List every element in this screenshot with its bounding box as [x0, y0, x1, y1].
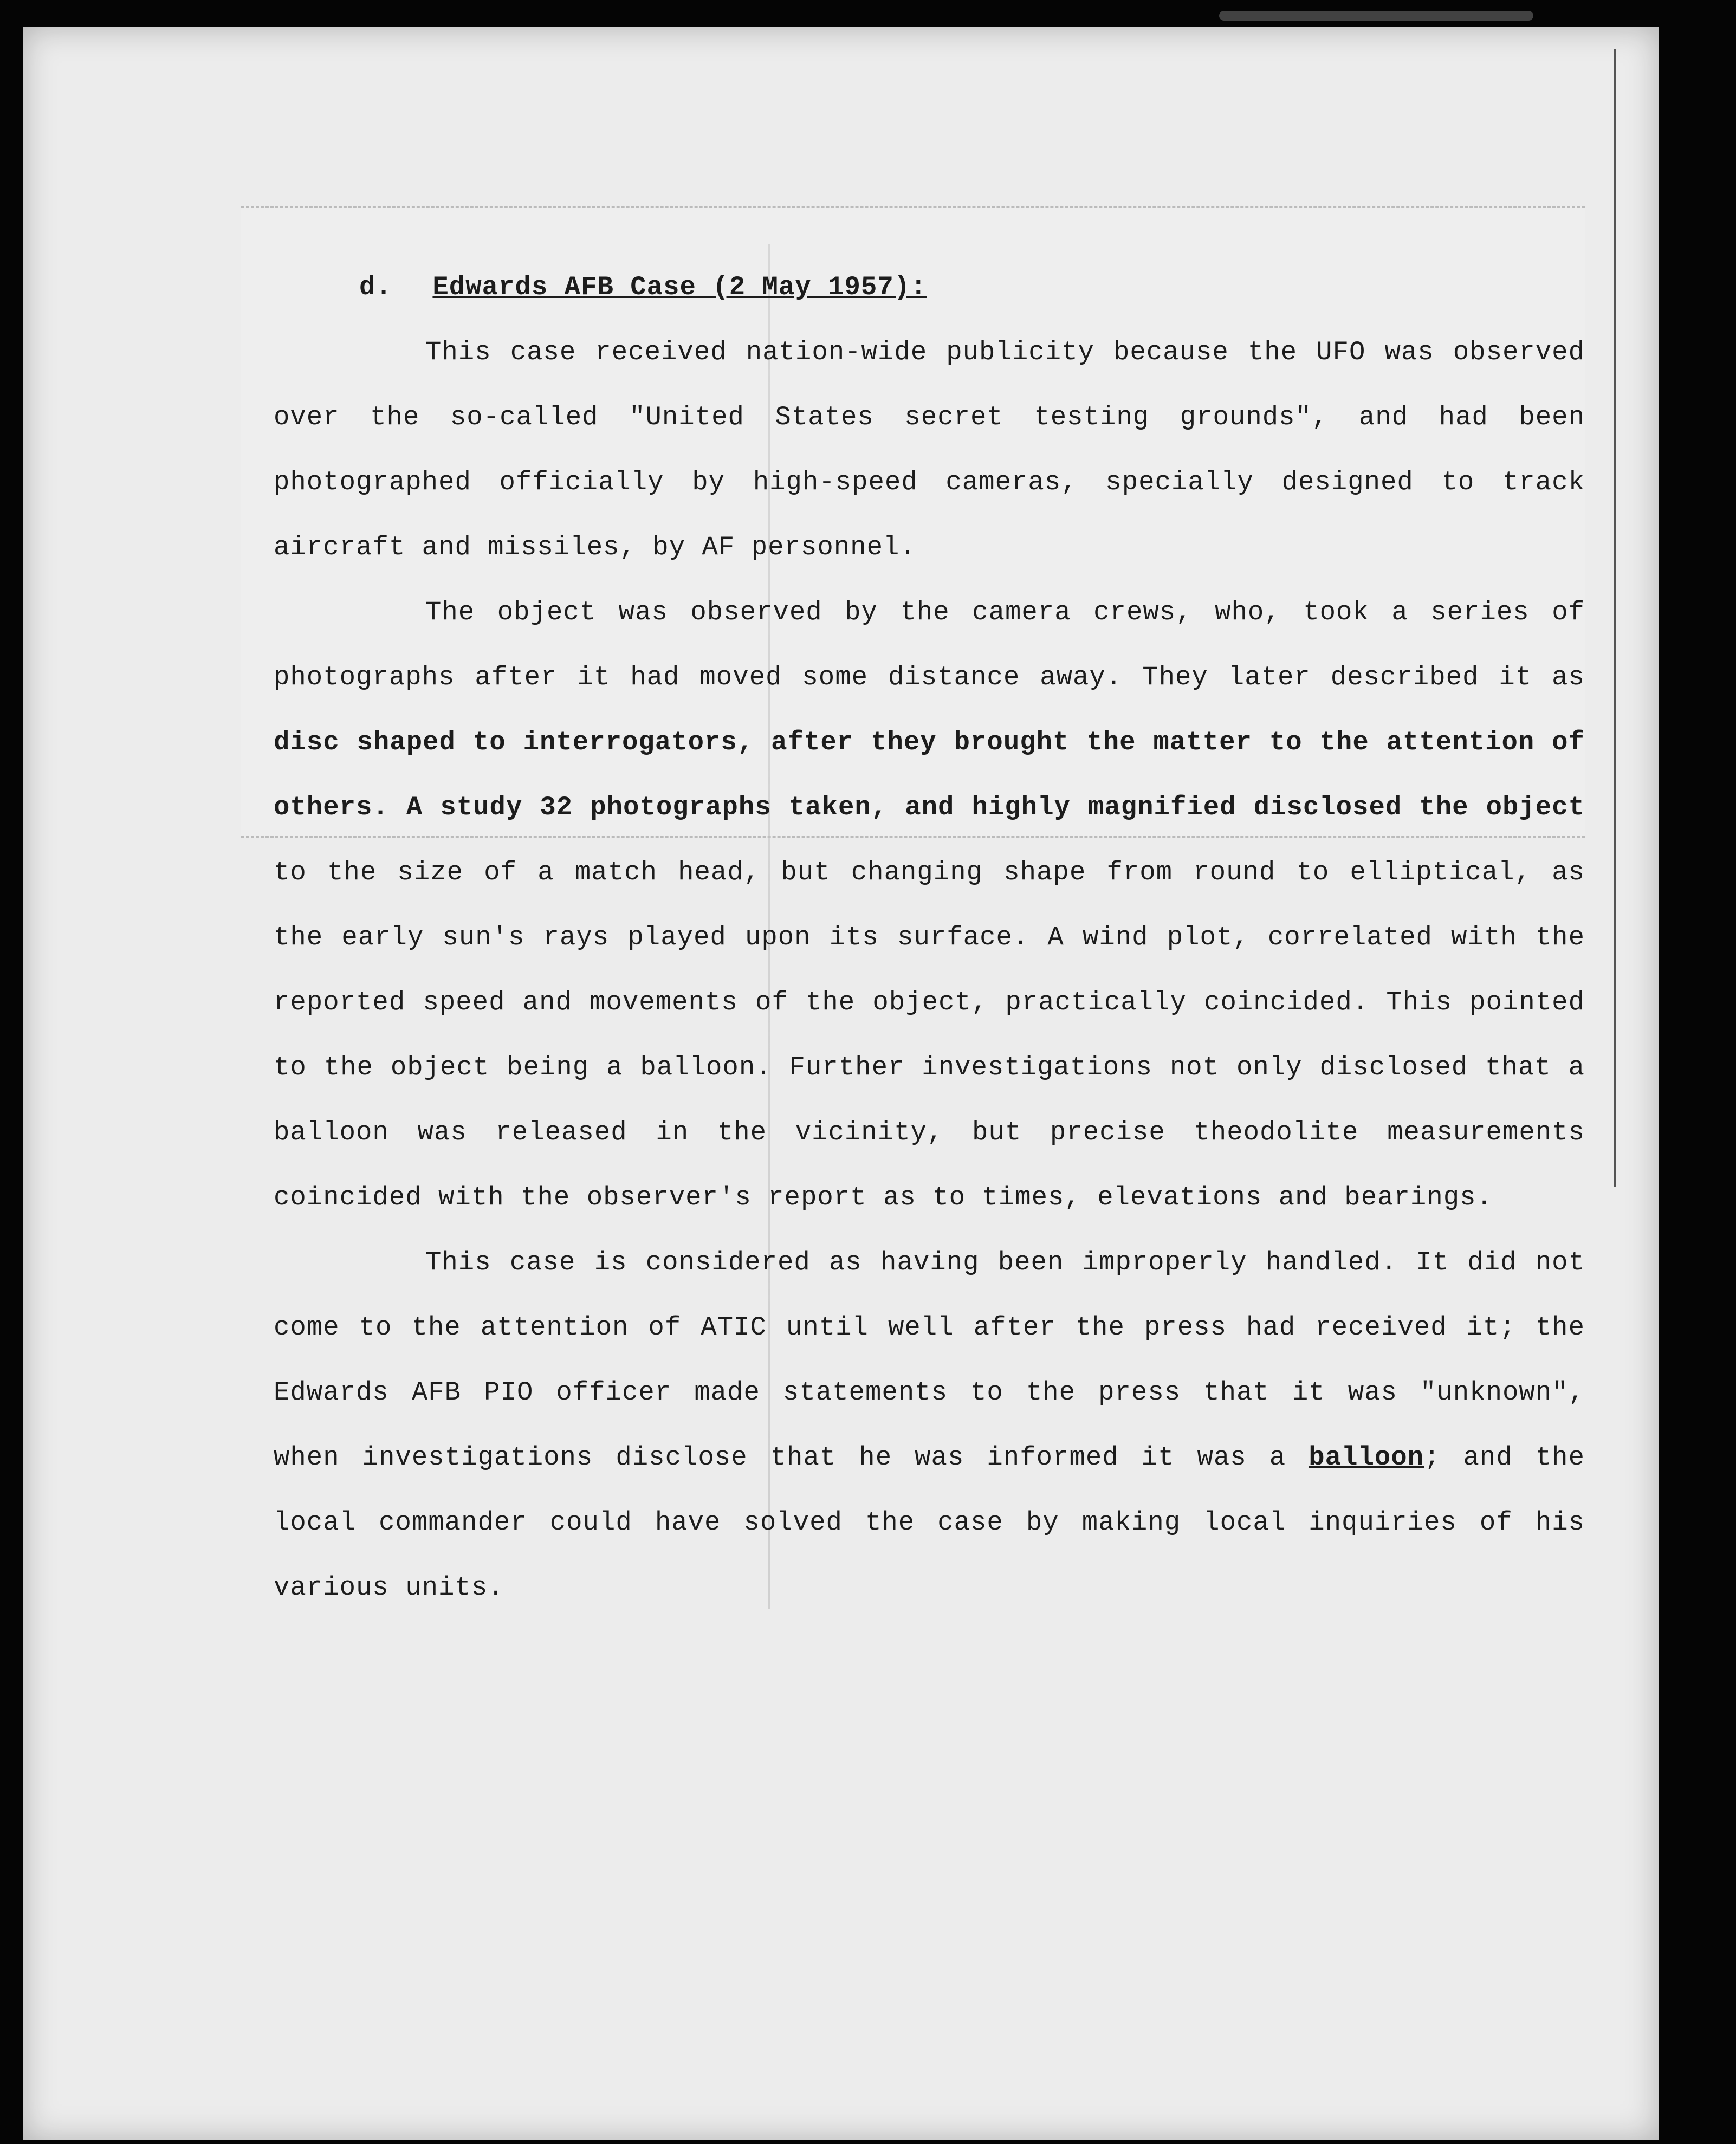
document-body [274, 255, 1585, 1620]
paragraph-2-bold-text: disc shaped to interrogators, after they brought the matter to the attention of others. A study 32 photographs taken, and highly magnified disclosed the object [274, 727, 1585, 822]
section-marker: d. [359, 272, 392, 302]
paragraph-3-start: This case is considered as having been improperly handled. It did not come to the attention of ATIC until well after the press had received it; the Edwards AFB PIO officer made statements to the press that it was "unknown", when investigations disclose that he was informed it was a [274, 1247, 1585, 1473]
paragraph-3-end: ; and the local commander could have solved the case by making local inquiries of his various units. [274, 1442, 1585, 1603]
paragraph-1: This case received nation-wide publicity because the UFO was observed over the so-called "United States secret testing grounds", and had been photographed officially by high-speed cameras, specially designed to track aircraft and missiles, by AF personnel. [274, 337, 1585, 562]
paragraph-2 [274, 580, 1585, 1230]
section-heading [359, 255, 1585, 320]
scan-smudge [1219, 11, 1533, 21]
section-title: Edwards AFB Case (2 May 1957): [432, 272, 927, 302]
paper-right-edge [1614, 49, 1616, 1187]
paragraph-3 [274, 1230, 1585, 1620]
paragraph-2-intro: The object was observed by the camera crews, who, took a series of photographs after it had moved some distance away. They later described it as [274, 597, 1585, 692]
paragraph-2-end: to the size of a match head, but changing shape from round to elliptical, as the early sun's rays played upon its surface. A wind plot, correlated with the reported speed and movements of the object, practically coincided. This pointed to the object being a balloon. Further investigations not only disclosed that a balloon was released in the vicinity, but precise theodolite measurements coincided with the observer's report as to times, elevations and bearings. [274, 857, 1585, 1213]
paragraph-3-underlined-word: balloon [1309, 1442, 1424, 1473]
